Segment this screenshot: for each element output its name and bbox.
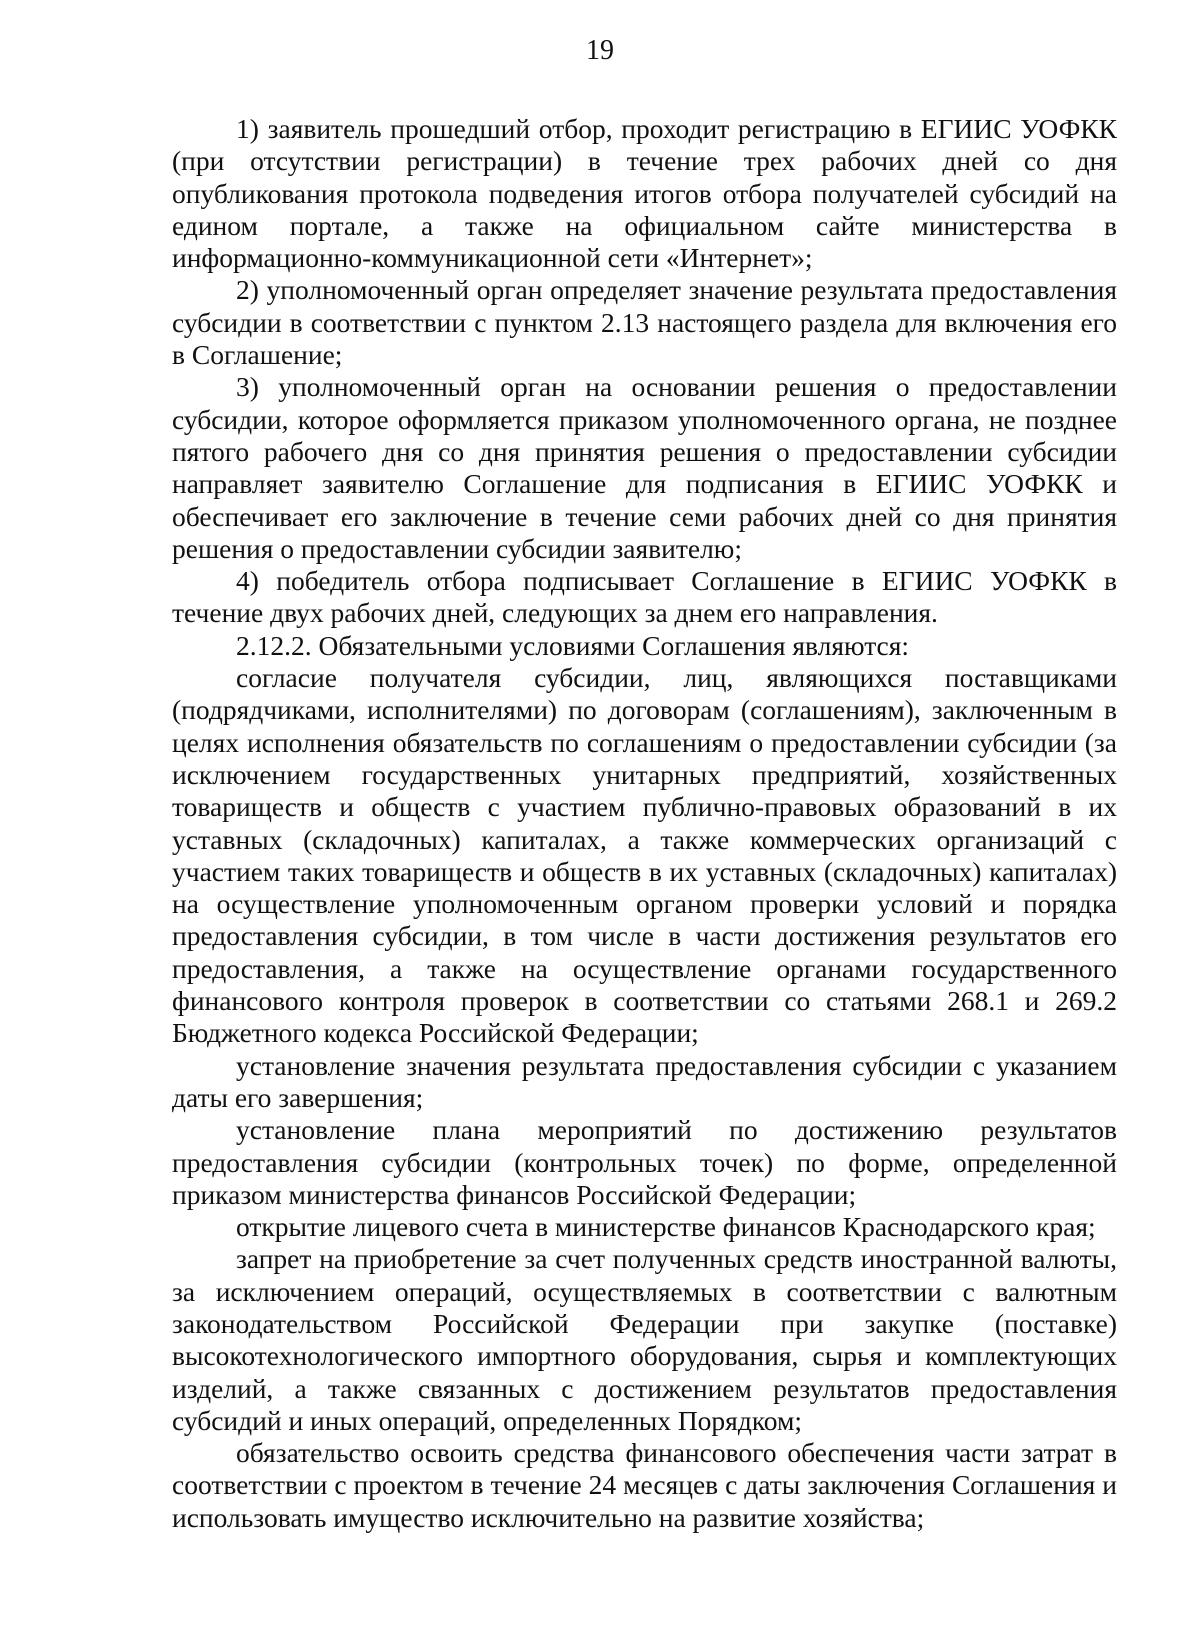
paragraph-result-value-deadline: установление значения результата предоставления субсидии с указанием даты его завершения; (172, 1049, 1117, 1113)
document-body (172, 113, 1117, 1534)
paragraph-funds-obligation: обязательство освоить средства финансового обеспечения части затрат в соответствии с проектом в течение 24 месяцев с даты заключения Соглашения и использовать имущество исключительно на развитие хозяйства; (172, 1437, 1117, 1533)
paragraph-section-2-12-2: 2.12.2. Обязательными условиями Соглашения являются: (236, 629, 910, 661)
paragraph-action-plan: установление плана мероприятий по достижению результатов предоставления субсидии (контрольных точек) по форме, определенной приказом министерства финансов Российской Федерации; (172, 1114, 1117, 1210)
paragraph-item-3-agreement-sending: 3) уполномоченный орган на основании решения о предоставлении субсидии, которое оформляется приказом уполномоченного органа, не позднее пятого рабочего дня со дня принятия решения о предоставлении субсидии направляет заявителю Соглашение для подписания в ЕГИИС УОФКК и обеспечивает его заключение в течение семи рабочих дней со дня принятия решения о предоставлении субсидии заявителю; (172, 371, 1117, 564)
paragraph-consent-to-audit: согласие получателя субсидии, лиц, являющихся поставщиками (подрядчиками, исполнителями) по договорам (соглашениям), заключенным в целях исполнения обязательств по соглашениям о предоставлении субсидии (за исключением государственных унитарных предприятий, хозяйственных товариществ и обществ с участием публично-правовых образований в их уставных (складочных) капиталах, а также коммерческих организаций с участием таких товариществ и обществ в их уставных (складочных) капиталах) на осуществление уполномоченным органом проверки условий и порядка предоставления субсидии, в том числе в части достижения результатов его предоставления, а также на осуществление органами государственного финансового контроля проверок в соответствии со статьями 268.1 и 269.2 Бюджетного кодекса Российской Федерации; (172, 662, 1117, 1049)
paragraph-item-4-agreement-signing: 4) победитель отбора подписывает Соглашение в ЕГИИС УОФКК в течение двух рабочих дней, следующих за днем его направления. (172, 565, 1117, 629)
paragraph-item-1-registration: 1) заявитель прошедший отбор, проходит регистрацию в ЕГИИС УОФКК (при отсутствии регистрации) в течение трех рабочих дней со дня опубликования протокола подведения итогов отбора получателей субсидий на едином портале, а также на официальном сайте министерства в информационно-коммуникационной сети «Интернет»; (172, 113, 1117, 274)
paragraph-personal-account: открытие лицевого счета в министерстве финансов Краснодарского края; (236, 1211, 1096, 1243)
paragraph-item-2-result-value: 2) уполномоченный орган определяет значение результата предоставления субсидии в соответствии с пунктом 2.13 настоящего раздела для включения его в Соглашение; (172, 274, 1117, 371)
paragraph-currency-ban: запрет на приобретение за счет полученных средств иностранной валюты, за исключением операций, осуществляемых в соответствии с валютным законодательством Российской Федерации при закупке (поставке) высокотехнологического импортного оборудования, сырья и комплектующих изделий, а также связанных с достижением результатов предоставления субсидий и иных операций, определенных Порядком; (172, 1243, 1117, 1436)
page-number: 19 (586, 35, 614, 66)
